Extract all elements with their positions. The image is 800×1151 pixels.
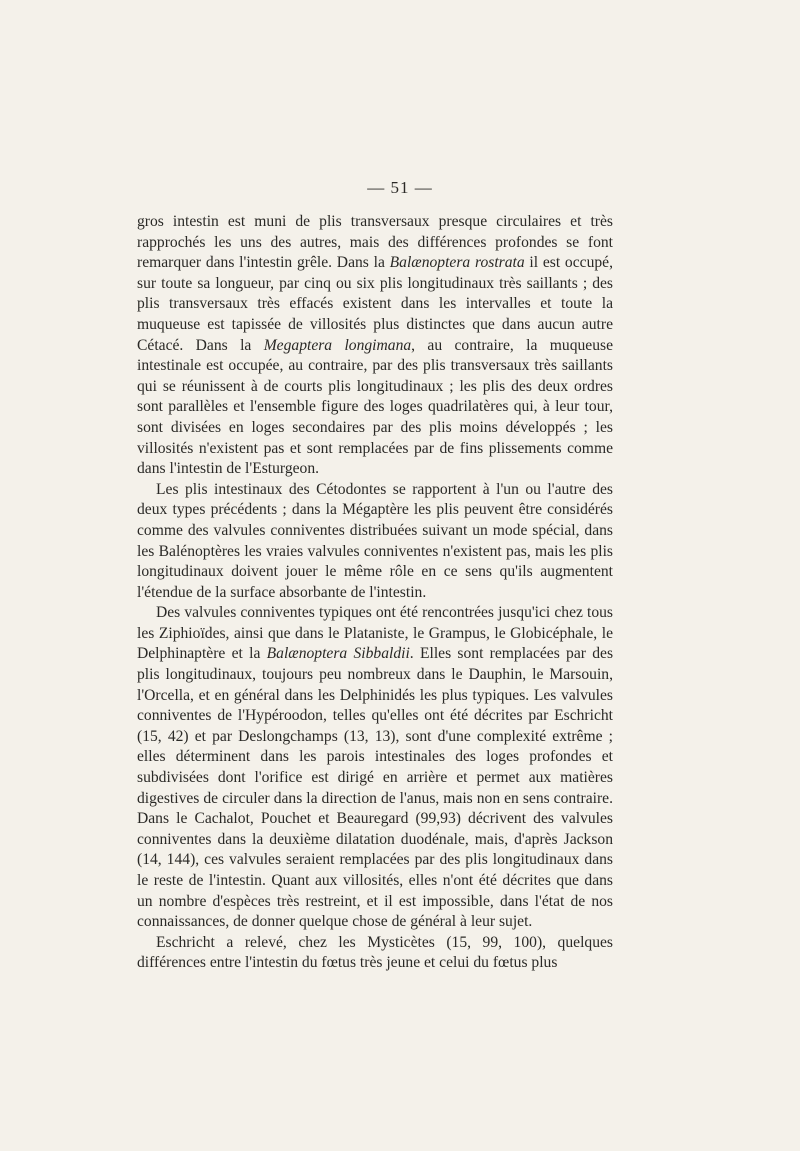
text-run: Les plis intestinaux des Cétodontes se rapportent à l'un ou l'autre des deux types précédents ; dans la Mégaptère les plis peuvent être considérés comme des valvules conniventes distribuées suivant un mode spécial, dans les Balénoptères les vraies valvules conniventes n'existent pas, mais les plis longitudinaux doivent jouer le même rôle en ce sens qu'ils augmentent l'étendue de la surface absorbante de l'intestin. [137, 480, 613, 601]
paragraph [137, 603, 613, 933]
text-run: , au contraire, la muqueuse intestinale est occupée, au contraire, par des plis transversaux très saillants qui se réunissent à de courts plis longitudinaux ; les plis des deux ordres sont parallèles et l'ensemble figure des loges quadrilatères qui, à leur tour, sont divisées en loges secondaires par des plis moins développés ; les villosités n'existent pas et sont remplacées par de fins plissements comme dans l'intestin de l'Esturgeon. [137, 336, 613, 478]
page-number: — 51 — [367, 178, 433, 197]
body-text [137, 212, 613, 974]
text-run: . Elles sont remplacées par des plis longitudinaux, toujours peu nombreux dans le Dauphin, le Marsouin, l'Orcella, et en général dans les Delphinidés les plus typiques. Les valvules conniventes de l'Hypéroodon, telles qu'elles ont été décrites par Eschricht (15, 42) et par Deslongchamps (13, 13), sont d'une complexité extrême ; elles déterminent dans les parois intestinales des loges profondes et subdivisées dont l'orifice est dirigé en arrière et permet aux matières digestives de circuler dans la direction de l'anus, mais non en sens contraire. Dans le Cachalot, Pouchet et Beauregard (99,93) décrivent des valvules conniventes dans la deuxième dilatation duodénale, mais, d'après Jackson (14, 144), ces valvules seraient remplacées par des plis longitudinaux dans le reste de l'intestin. Quant aux villosités, elles n'ont été décrites que dans un nombre d'espèces très restreint, et il est impossible, dans l'état de nos connaissances, de donner quelque chose de général à leur sujet. [137, 645, 614, 931]
paragraph [137, 480, 613, 604]
italic-species-name: Balænoptera Sibbaldii [266, 645, 410, 663]
text-run: il est occupé, sur toute sa longueur, par cinq ou six plis longitudinaux très saillants ; des plis transversaux très effacés existent dans les intervalles et toute la muqueuse est tapissée de villosités plus distinctes que dans aucun autre Cétacé. Dans la [137, 254, 613, 354]
paragraph [137, 933, 613, 974]
paragraph [137, 212, 613, 480]
text-run: Des valvules conniventes typiques ont été rencontrées jusqu'ici chez tous les Ziphioïdes, ainsi que dans le Plataniste, le Grampus, le Globicéphale, le Delphinaptère et la [137, 604, 613, 663]
text-run: Eschricht a relevé, chez les Mysticètes (15, 99, 100), quelques différences entre l'intestin du fœtus très jeune et celui du fœtus plus [137, 933, 613, 972]
text-run: gros intestin est muni de plis transversaux presque circulaires et très rapprochés les uns des autres, mais des différences profondes se font remarquer dans l'intestin grêle. Dans la [137, 213, 613, 272]
italic-species-name: Megaptera longimana [263, 336, 412, 354]
italic-species-name: Balænoptera rostrata [389, 254, 525, 272]
